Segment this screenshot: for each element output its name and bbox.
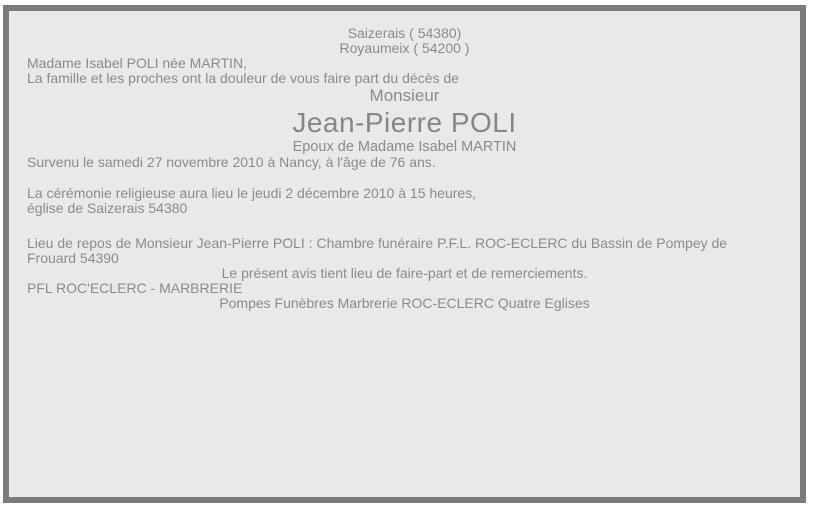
- repose-line-1: Lieu de repos de Monsieur Jean-Pierre POLI : Chambre funéraire P.F.L. ROC-ECLERC du Bassin de Pompey de: [27, 235, 728, 251]
- ceremony-line-2: église de Saizerais 54380: [27, 200, 188, 216]
- civility-title: Monsieur: [369, 86, 440, 105]
- ceremony-line-1: La cérémonie religieuse aura lieu le jeudi 2 décembre 2010 à 15 heures,: [27, 185, 477, 201]
- funeral-home-signature: Pompes Funèbres Marbrerie ROC-ECLERC Quatre Eglises: [219, 295, 590, 311]
- death-info: Survenu le samedi 27 novembre 2010 à Nancy, à l'âge de 76 ans.: [27, 154, 436, 170]
- deceased-name: Jean-Pierre POLI: [292, 107, 517, 138]
- repose-line-2: Frouard 54390: [27, 250, 119, 266]
- location-line-2: Royaumeix ( 54200 ): [339, 40, 470, 56]
- announcement-text: La famille et les proches ont la douleur de vous faire part du décès de: [27, 70, 459, 86]
- ceremony-info: [27, 186, 782, 216]
- funeral-home-name: PFL ROC'ECLERC - MARBRERIE: [27, 280, 243, 296]
- repose-info: [27, 236, 782, 266]
- relation-line: Epoux de Madame Isabel MARTIN: [292, 139, 517, 155]
- location-line-1: Saizerais ( 54380): [347, 25, 462, 41]
- closing-statement: Le présent avis tient lieu de faire-part et de remerciements.: [221, 265, 588, 281]
- announcer-name: Madame Isabel POLI née MARTIN,: [27, 55, 247, 71]
- death-notice-page: [3, 5, 806, 503]
